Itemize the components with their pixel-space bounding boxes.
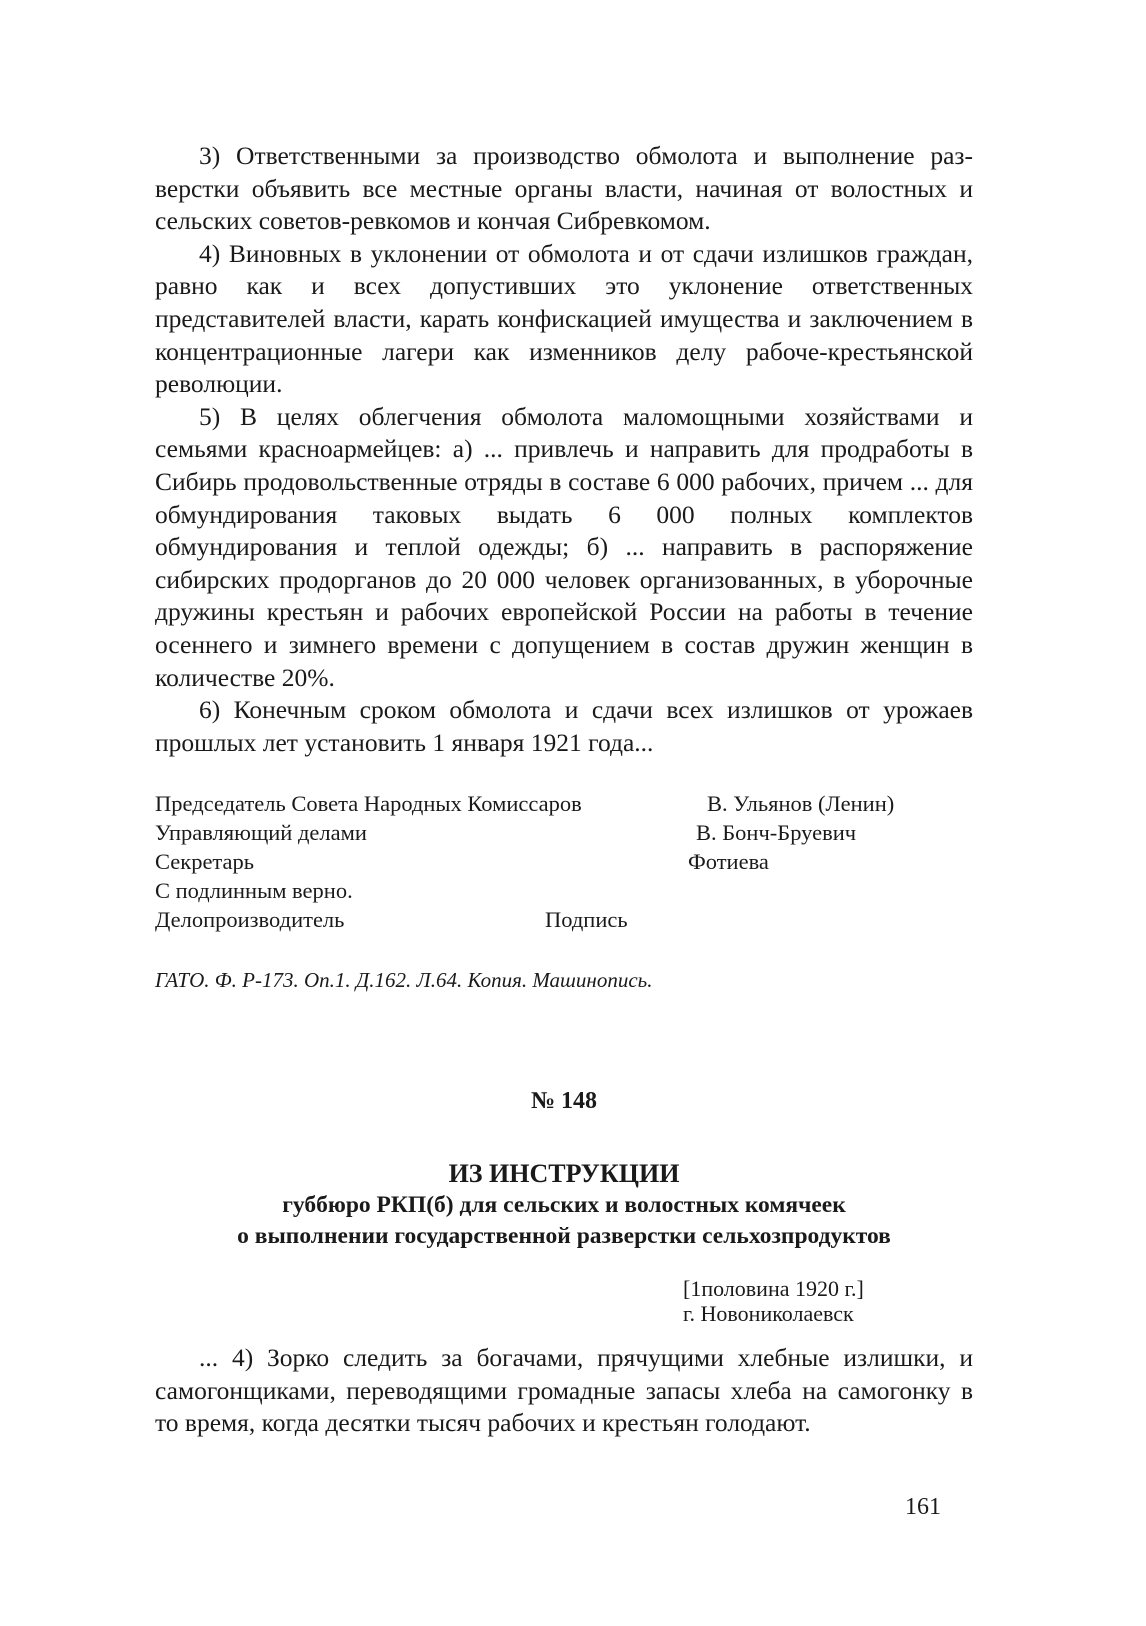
signature-role: Делопроизводитель xyxy=(155,907,345,933)
signature-name: В. Бонч-Бруевич xyxy=(696,820,857,846)
signature-block xyxy=(155,789,973,934)
document-subtitle-line2: о выполнении государственной разверстки сельхозпродуктов xyxy=(237,1223,891,1250)
signature-role: Управляющий делами xyxy=(155,820,367,846)
page-number: 161 xyxy=(905,1494,941,1520)
signature-row-secretary xyxy=(155,847,973,876)
signature-row-manager xyxy=(155,818,973,847)
signature-name: Подпись xyxy=(545,907,628,933)
dateline xyxy=(683,1276,973,1326)
paragraph-6: 6) Конечным сроком обмолота и сдачи всех излишков от урожаев прошлых лет установить 1 января 1921 года... xyxy=(155,695,973,757)
signature-role: Секретарь xyxy=(155,849,255,875)
document-date: [1половина 1920 г.] xyxy=(683,1276,864,1302)
signature-name: Фотиева xyxy=(688,849,769,875)
document-page xyxy=(155,140,973,1440)
signature-row-clerk xyxy=(155,905,973,934)
signature-row-chairman xyxy=(155,789,973,818)
document-place: г. Новониколаевск xyxy=(683,1301,854,1327)
instruction-paragraph: ... 4) Зорко следить за богачами, прячущими хлебные излишки, и самогонщиками, переводящими громадные запасы хлеба на самогонку в то время, когда десятки тысяч рабочих и крестьян голодают. xyxy=(155,1343,973,1438)
signature-role: С подлинным верно. xyxy=(155,878,353,904)
document-subtitle-line1: губбюро РКП(б) для сельских и волостных комячеек xyxy=(282,1192,846,1219)
signature-role: Председатель Совета Народных Комиссаров xyxy=(155,791,582,817)
document-heading xyxy=(155,1158,973,1252)
document-number: № 148 xyxy=(530,1088,598,1115)
archive-reference: ГАТО. Ф. Р-173. Оп.1. Д.162. Л.64. Копия. Машинопись. xyxy=(155,968,653,993)
paragraph-5: 5) В целях облегчения обмолота маломощными хозяйствами и семьями красноармейцев: а) ... привлечь и направить для продработы в Сибирь продовольственные отряды в составе 6 000 рабочих, причем ... для обмундирования таковых выдать 6 000 полных комплектов обмундирования и теплой одежды; б) ... направить в распоряжение сибирских продорганов до 20 000 человек организованных, в уборочные дружины крестьян и рабочих европейской России на работы в течение осеннего и зимнего времени с допущением в состав дружин женщин в количестве 20%. xyxy=(155,401,973,692)
paragraph-4: 4) Виновных в уклонении от обмолота и от сдачи излишков граждан, равно как и всех допустивших это уклонение ответственных представителей власти, карать конфискацией имущества и заключением в концентрационные лагери как изменников делу рабоче-крестьянской революции. xyxy=(155,238,973,399)
document-title: ИЗ ИНСТРУКЦИИ xyxy=(448,1159,680,1189)
signature-row-certified xyxy=(155,876,973,905)
paragraph-3: 3) Ответственными за производство обмолота и выполнение разверстки объявить все местные органы власти, начиная от волостных и сельских советов-ревкомов и кончая Сибревкомом. xyxy=(155,141,973,236)
signature-name: В. Ульянов (Ленин) xyxy=(707,791,895,817)
